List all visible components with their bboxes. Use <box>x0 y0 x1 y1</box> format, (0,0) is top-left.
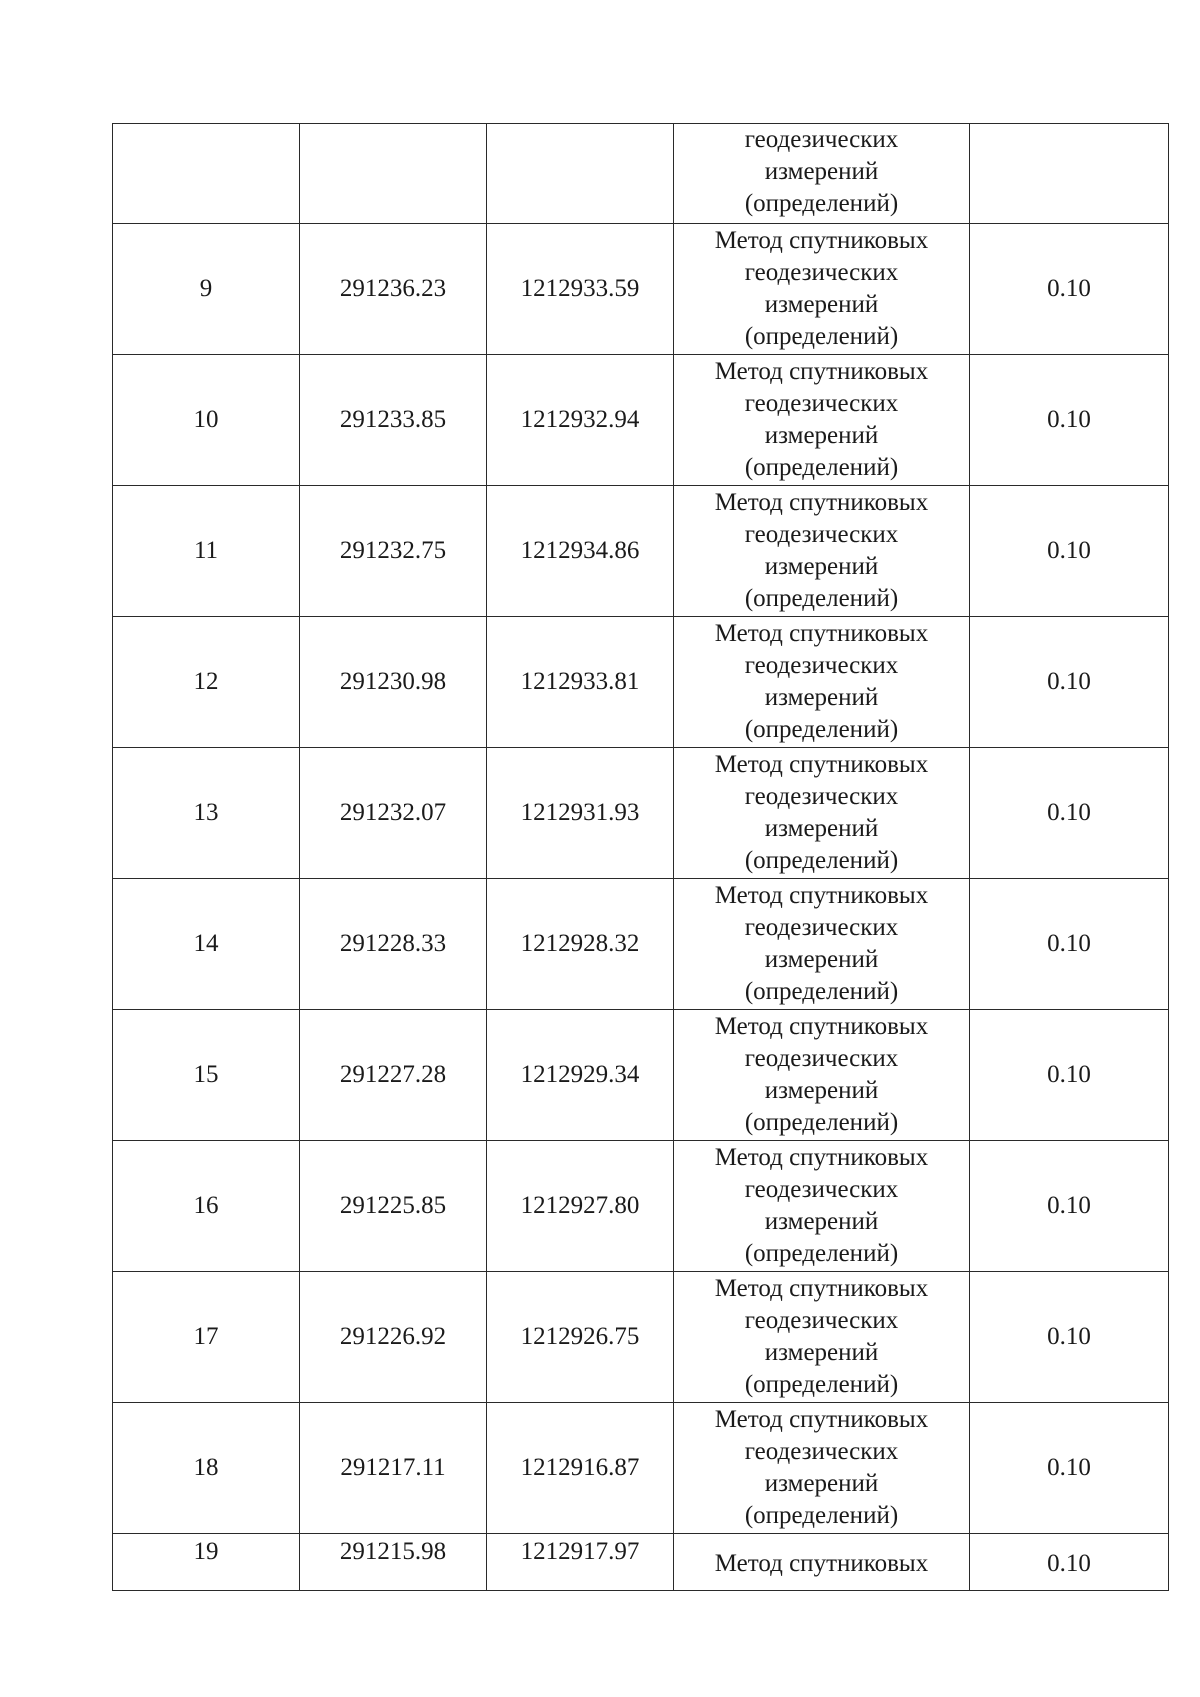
method-line: (определений) <box>744 1109 899 1136</box>
method-line: геодезических <box>744 390 899 417</box>
method-line: (определений) <box>744 1240 899 1267</box>
method-line: (определений) <box>744 323 899 350</box>
method-line: Метод спутниковых <box>714 1013 929 1040</box>
cell-method <box>674 1010 970 1141</box>
cell-method <box>674 355 970 486</box>
method-line: измерений <box>764 1077 879 1104</box>
table-row-continuation <box>113 124 1169 224</box>
table-row <box>113 1403 1169 1534</box>
cell-method <box>674 1272 970 1403</box>
cell-number: 15 <box>113 1010 300 1141</box>
method-line: (определений) <box>744 716 899 743</box>
method-line: (определений) <box>744 189 899 217</box>
cell-method <box>674 486 970 617</box>
method-line: (определений) <box>744 978 899 1005</box>
method-line: (определений) <box>744 1371 899 1398</box>
cell-x: 291215.98 <box>300 1534 487 1591</box>
cell-accuracy: 0.10 <box>970 1534 1169 1591</box>
method-line: измерений <box>764 157 879 185</box>
cell-x: 291226.92 <box>300 1272 487 1403</box>
method-line: измерений <box>764 946 879 973</box>
cell-method <box>674 1403 970 1534</box>
method-line: Метод спутниковых <box>714 620 929 647</box>
method-line: геодезических <box>744 652 899 679</box>
cell-number: 13 <box>113 748 300 879</box>
cell-number: 9 <box>113 224 300 355</box>
method-line: геодезических <box>744 125 899 153</box>
method-line: Метод спутниковых <box>714 1144 929 1171</box>
cell-accuracy: 0.10 <box>970 486 1169 617</box>
method-line: измерений <box>764 684 879 711</box>
cell-number: 14 <box>113 879 300 1010</box>
cell-number: 18 <box>113 1403 300 1534</box>
cell-y: 1212933.81 <box>487 617 674 748</box>
method-line: Метод спутниковых <box>714 1406 929 1433</box>
cell-accuracy: 0.10 <box>970 355 1169 486</box>
table-row <box>113 879 1169 1010</box>
table-row <box>113 748 1169 879</box>
method-line: измерений <box>764 1339 879 1366</box>
cell-x <box>300 124 487 224</box>
cell-number: 10 <box>113 355 300 486</box>
method-line: измерений <box>764 1470 879 1497</box>
table-row <box>113 1141 1169 1272</box>
cell-accuracy: 0.10 <box>970 879 1169 1010</box>
cell-x: 291217.11 <box>300 1403 487 1534</box>
cell-number: 12 <box>113 617 300 748</box>
cell-accuracy: 0.10 <box>970 1403 1169 1534</box>
cell-accuracy: 0.10 <box>970 1272 1169 1403</box>
table-row <box>113 1272 1169 1403</box>
table-body <box>113 124 1169 1591</box>
table-row-last <box>113 1534 1169 1591</box>
cell-x: 291236.23 <box>300 224 487 355</box>
cell-y <box>487 124 674 224</box>
method-line: Метод спутниковых <box>714 489 929 516</box>
cell-y: 1212917.97 <box>487 1534 674 1591</box>
method-line: (определений) <box>744 454 899 481</box>
cell-method <box>674 617 970 748</box>
cell-method <box>674 124 970 224</box>
method-line: измерений <box>764 553 879 580</box>
cell-number: 19 <box>113 1534 300 1591</box>
cell-x: 291227.28 <box>300 1010 487 1141</box>
cell-x: 291233.85 <box>300 355 487 486</box>
cell-y: 1212928.32 <box>487 879 674 1010</box>
method-line: геодезических <box>744 1045 899 1072</box>
method-line: Метод спутниковых <box>714 358 929 385</box>
cell-y: 1212927.80 <box>487 1141 674 1272</box>
method-line: (определений) <box>744 1502 899 1529</box>
cell-accuracy: 0.10 <box>970 748 1169 879</box>
cell-number <box>113 124 300 224</box>
cell-method: Метод спутниковых <box>674 1534 970 1591</box>
cell-x: 291232.75 <box>300 486 487 617</box>
cell-y: 1212931.93 <box>487 748 674 879</box>
method-line: Метод спутниковых <box>714 882 929 909</box>
method-line: (определений) <box>744 847 899 874</box>
cell-method <box>674 224 970 355</box>
method-line: геодезических <box>744 1438 899 1465</box>
cell-number: 16 <box>113 1141 300 1272</box>
table-row <box>113 355 1169 486</box>
cell-y: 1212932.94 <box>487 355 674 486</box>
cell-accuracy <box>970 124 1169 224</box>
cell-accuracy: 0.10 <box>970 1141 1169 1272</box>
cell-number: 17 <box>113 1272 300 1403</box>
cell-x: 291232.07 <box>300 748 487 879</box>
cell-x: 291230.98 <box>300 617 487 748</box>
method-line: Метод спутниковых <box>714 751 929 778</box>
method-line: геодезических <box>744 1176 899 1203</box>
table-row <box>113 224 1169 355</box>
cell-method <box>674 879 970 1010</box>
cell-y: 1212933.59 <box>487 224 674 355</box>
cell-x: 291228.33 <box>300 879 487 1010</box>
table-row <box>113 1010 1169 1141</box>
method-line: геодезических <box>744 1307 899 1334</box>
table-row <box>113 486 1169 617</box>
method-line: геодезических <box>744 521 899 548</box>
method-line: измерений <box>764 815 879 842</box>
method-line: измерений <box>764 1208 879 1235</box>
method-line: (определений) <box>744 585 899 612</box>
cell-y: 1212929.34 <box>487 1010 674 1141</box>
cell-y: 1212916.87 <box>487 1403 674 1534</box>
table-row <box>113 617 1169 748</box>
cell-method <box>674 748 970 879</box>
cell-method <box>674 1141 970 1272</box>
method-line: Метод спутниковых <box>714 1275 929 1302</box>
cell-y: 1212934.86 <box>487 486 674 617</box>
coordinates-table <box>112 123 1169 1591</box>
method-line: измерений <box>764 291 879 318</box>
cell-y: 1212926.75 <box>487 1272 674 1403</box>
method-line: геодезических <box>744 783 899 810</box>
method-line: геодезических <box>744 914 899 941</box>
method-line: измерений <box>764 422 879 449</box>
cell-accuracy: 0.10 <box>970 1010 1169 1141</box>
cell-x: 291225.85 <box>300 1141 487 1272</box>
cell-accuracy: 0.10 <box>970 224 1169 355</box>
cell-number: 11 <box>113 486 300 617</box>
method-line: геодезических <box>744 259 899 286</box>
method-line: Метод спутниковых <box>714 227 929 254</box>
cell-accuracy: 0.10 <box>970 617 1169 748</box>
